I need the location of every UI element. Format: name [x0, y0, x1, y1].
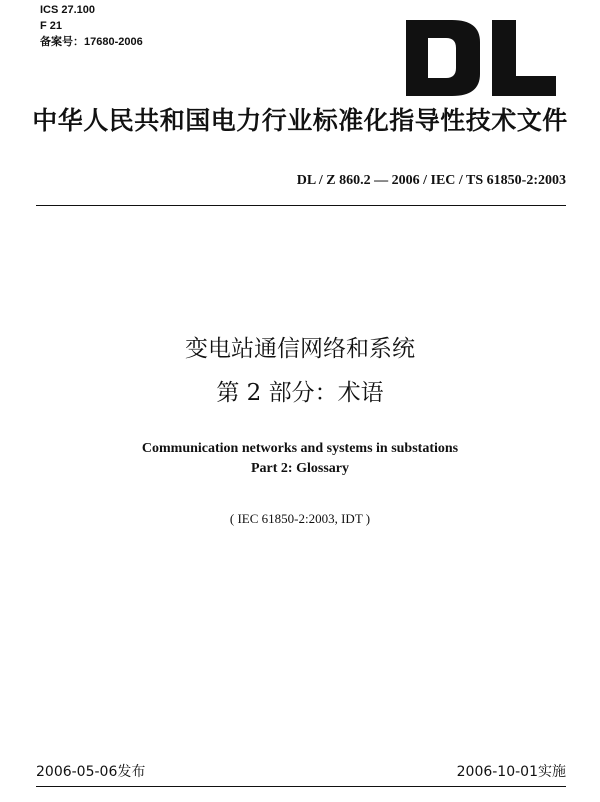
issuing-organization-title: 中华人民共和国电力行业标准化指导性技术文件 [32, 106, 568, 135]
standard-number: DL / Z 860.2 — 2006 / IEC / TS 61850-2:2003 [296, 173, 566, 188]
english-title-line1: Communication networks and systems in substations [141, 441, 459, 456]
record-number: 备案号：17680-2006 [40, 36, 143, 48]
chinese-title-line1: 变电站通信网络和系统 [185, 336, 415, 362]
implementation-date: 2006-10-01实施 [456, 764, 566, 780]
english-title-line2: Part 2: Glossary [251, 461, 349, 476]
classification-code: F 21 [40, 20, 63, 32]
issue-date: 2006-05-06发布 [36, 764, 146, 780]
top-divider [36, 205, 566, 206]
dl-logo [400, 12, 560, 104]
bottom-divider [36, 786, 566, 787]
equivalence-note: ( IEC 61850-2:2003, IDT ) [229, 511, 371, 526]
ics-code: ICS 27.100 [40, 4, 96, 16]
chinese-title-line2: 第 2 部分：术语 [216, 380, 384, 406]
